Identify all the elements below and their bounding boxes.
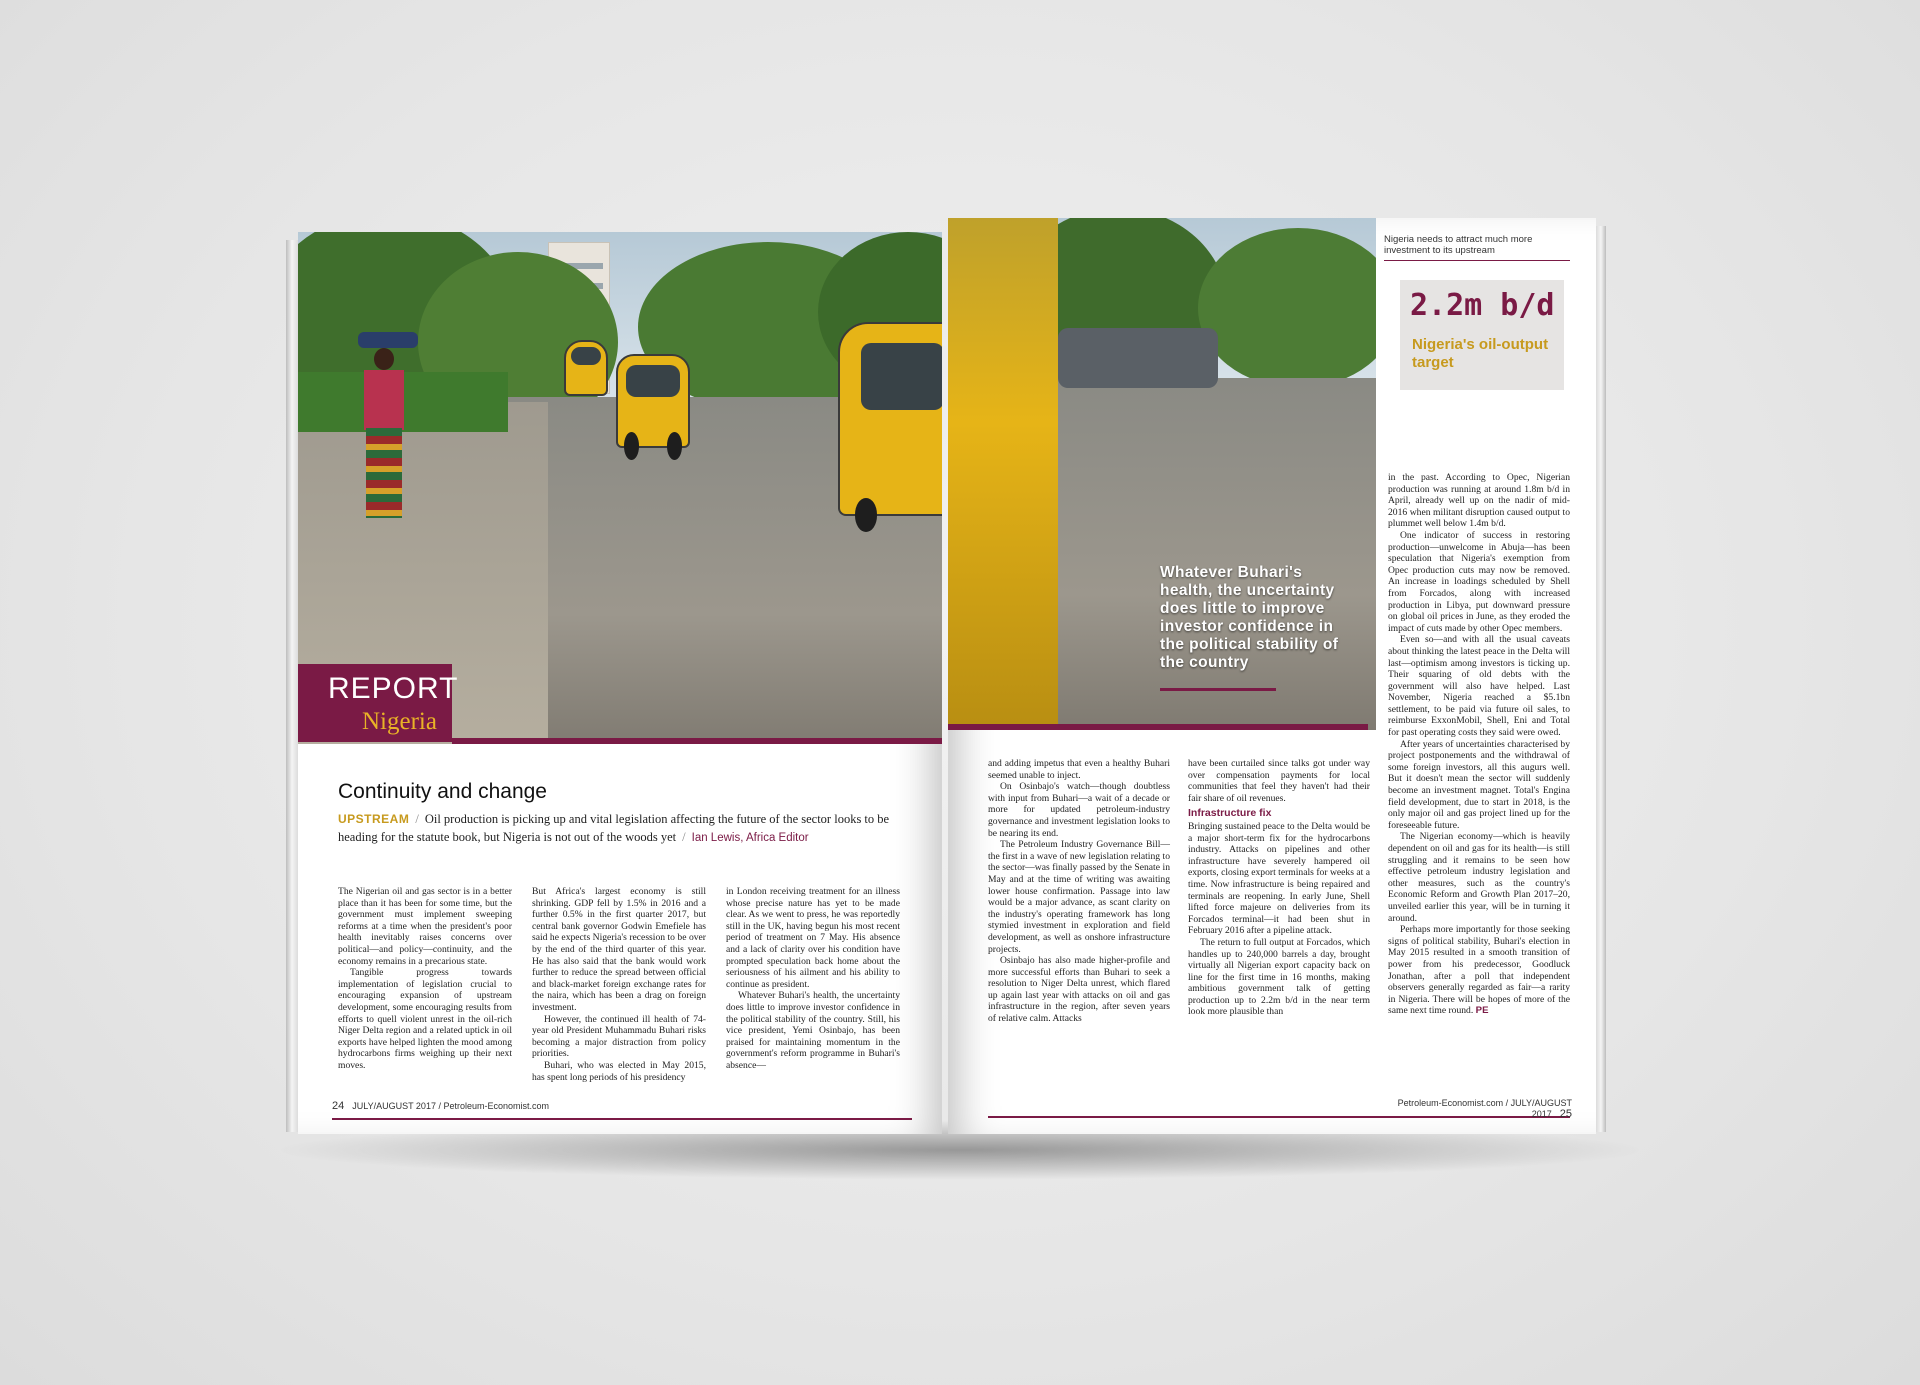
paragraph: Osinbajo has also made higher-profile and more successful efforts than Buhari to seek a resolution to Niger Delta unrest, which flared up again last year with attacks on oil and gas infrastructure in the region, after seven years of relative calm. Attacks (988, 955, 1170, 1025)
page-number-right: 25 (1559, 1108, 1572, 1120)
right-page (948, 218, 1596, 1134)
left-column-1 (338, 886, 512, 1072)
paragraph: The Petroleum Industry Governance Bill—the first in a wave of new legislation relating to the sector—was finally passed by the Senate in May and at the time of writing was awaiting lower house confirmation. Passage into law would be a major advance, as scant clarity on the industry's operating framework has long stymied investment in exploration and field development, as well as onshore infrastructure projects. (988, 839, 1170, 955)
paragraph: in the past. According to Opec, Nigerian production was running at around 1.8m b/d in April, already well up on the nadir of mid-2016 when militant disruption caused output to plummet well below 1.4m b/d. (1388, 472, 1570, 530)
paragraph: Even so—and with all the usual caveats about thinking the latest peace in the Delta will last—optimism among investors is ticking up. Their squaring of old debts with the government will also have helped. Last November, Nigeria reached a $5.1bn settlement, to be paid via future oil sales, to reimburse ExxonMobil, Shell, Eni and Total for past operating costs they said were owed. (1388, 634, 1570, 739)
paragraph (1388, 924, 1570, 1017)
paragraph: The Nigerian economy—which is heavily dependent on oil and gas for its health—is still struggling and it remains to be seen how effective petroleum industry legislation and other measures, such as the country's Economic Reform and Growth Plan 2017–20, unveiled earlier this year, will be in turning it around. (1388, 831, 1570, 924)
caption-rule (1384, 260, 1570, 261)
tuktuk-2 (564, 340, 608, 396)
paragraph: But Africa's largest economy is still shrinking. GDP fell by 1.5% in 2016 and a further 0.5% in the first quarter 2017, but central bank governor Godwin Emefiele has said he expects Nigeria's recession to be over by the end of the third quarter of this year. He has also said that the bank would work further to reduce the spread between official and black-market foreign exchange rates for the naira, which has been a drag on foreign investment. (532, 886, 706, 1013)
paragraph: and adding impetus that even a healthy Buhari seemed unable to inject. (988, 758, 1170, 781)
standfirst: UPSTREAM / Oil production is picking up and vital legislation affecting the future of the sector looks to be heading for the statute book, but Nigeria is not out of the woods yet / Ian Lewis, Africa Editor (338, 812, 890, 844)
report-country: Nigeria (362, 708, 437, 735)
footer-text-right: Petroleum-Economist.com / JULY/AUGUST 2017 (1397, 1098, 1572, 1119)
car (1058, 328, 1218, 388)
paragraph: After years of uncertainties characterised by project postponements and the withdrawal of some foreign investors, all this augurs well. But it doesn't mean the sector will suddenly become an investment magnet. Total's Engina field development, due to start in 2018, is the only major oil and gas project lined up for the foreseeable future. (1388, 738, 1570, 831)
left-column-3 (726, 886, 900, 1072)
left-page-stack (286, 240, 298, 1132)
right-column-3 (1388, 472, 1570, 1017)
footer-rule-left (332, 1118, 912, 1120)
article-headline: Continuity and change (338, 780, 547, 803)
paragraph: However, the continued ill health of 74-year old President Muhammadu Buhari risks becoming a major distraction from policy priorities. (532, 1013, 706, 1060)
paragraph: The Nigerian oil and gas sector is in a better place than it has been for some time, but the government must implement sweeping reforms at a time when the president's poor health inevitably raises concerns over political—and policy—continuity, and the economy remains in a precarious state. (338, 886, 512, 967)
paragraph: The return to full output at Forcados, which handles up to 240,000 barrels a day, brought virtually all Nigerian export capacity back on line for the first time in 16 months, making ambitious government talk of getting production up to 2.2m b/d in the near term look more plausible than (1188, 936, 1370, 1018)
report-title: REPORT (328, 672, 459, 705)
photo-caption: Nigeria needs to attract much more investment to its upstream (1384, 234, 1533, 256)
paragraph: Bringing sustained peace to the Delta would be a major short-term fix for the hydrocarbons industry. Attacks on pipelines and other infrastructure have severely hampered oil exports, closing export terminals for weeks at a time. Now infrastructure is being repaired and terminals are reopening. In early June, Shell lifted force majeure on deliveries from its Forcados terminal—it had been shut in February 2016 after a pipeline attack. (1188, 820, 1370, 937)
street-photo-left (298, 232, 942, 744)
paragraph: On Osinbajo's watch—though doubtless with input from Buhari—a wait of a decade or more for updated petroleum-industry governance and investment legislation looks to be nearing its end. (988, 781, 1170, 839)
right-page-stack (1596, 226, 1606, 1132)
subhead-infrastructure: Infrastructure fix (1188, 807, 1272, 820)
pull-quote-rule (1160, 688, 1276, 691)
right-column-2 (1188, 758, 1370, 1018)
right-column-1 (988, 758, 1170, 1025)
paragraph: Buhari, who was elected in May 2015, has spent long periods of his presidency (532, 1059, 706, 1083)
paragraph: Whatever Buhari's health, the uncertainty does little to improve investor confidence in the political stability of the country. Still, his vice president, Yemi Osinbajo, has been praised for maintaining momentum in the government's reform programme in Buhari's absence— (726, 990, 900, 1071)
report-label-box (298, 664, 459, 742)
end-mark: PE (1475, 1005, 1489, 1017)
stat-label: Nigeria's oil-output target (1412, 336, 1549, 371)
stat-box (1400, 280, 1564, 390)
footer-text-left: JULY/AUGUST 2017 / Petroleum-Economist.com (352, 1101, 549, 1111)
woman-walking (358, 332, 404, 532)
author-byline: Ian Lewis, Africa Editor (691, 832, 809, 844)
street-photo-right (948, 218, 1376, 730)
paragraph: One indicator of success in restoring production—unwelcome in Abuja—has been speculation that Nigeria's exemption from Opec production cuts may now be removed. An increase in loadings scheduled by Shell from Forcados, along with increased production in Libya, put downward pressure on global oil prices in June, as they eroded the impact of cuts made by other Opec members. (1388, 529, 1570, 634)
left-page (298, 232, 942, 1134)
paragraph: in London receiving treatment for an illness whose precise nature has yet to be made clear. As we went to press, he was reportedly still in the UK, having begun his most recent period of treatment on 7 May. His absence and a lack of clarity over his condition have prompted speculation back home about the seriousness of his ailment and his ability to continue as president. (726, 886, 900, 990)
footer-left (332, 1100, 549, 1112)
section-tag: UPSTREAM (338, 812, 410, 826)
left-column-2 (532, 886, 706, 1083)
footer-right (1378, 1098, 1572, 1120)
photo-divider (452, 738, 942, 744)
pull-quote: Whatever Buhari's health, the uncertainty does little to improve investor confidence in the political stability of the country (1160, 564, 1339, 671)
stat-value: 2.2m b/d (1410, 288, 1555, 323)
paragraph-text: Perhaps more importantly for those seeking signs of political stability, Buhari's election in May 2015 resulted in a smooth transition of power from his predecessor, Goodluck Jonathan, after a poll that independent observers generally regarded as fair—a rarity in Nigeria. There will be hopes of more of the same next time round. (1388, 924, 1570, 1017)
tuktuk-front (948, 218, 1058, 730)
page-number-left: 24 (332, 1100, 345, 1112)
tuktuk-3 (838, 322, 942, 516)
standfirst-text: Oil production is picking up and vital legislation affecting the future of the sector looks to be heading for the statute book, but Nigeria is not out of the woods yet (338, 812, 890, 844)
tuktuk-1 (616, 354, 690, 448)
paragraph: Tangible progress towards implementation of legislation crucial to encouraging expansion of upstream development, some encouraging results from efforts to quell violent unrest in the oil-rich Niger Delta region and a related uptick in oil exports have helped lighten the mood among hydrocarbons firms weighing up their next moves. (338, 967, 512, 1071)
photo-divider-right (948, 724, 1368, 730)
paragraph: have been curtailed since talks got under way over compensation payments for local communities that feel they haven't had their fair share of oil revenues. (1188, 758, 1370, 804)
